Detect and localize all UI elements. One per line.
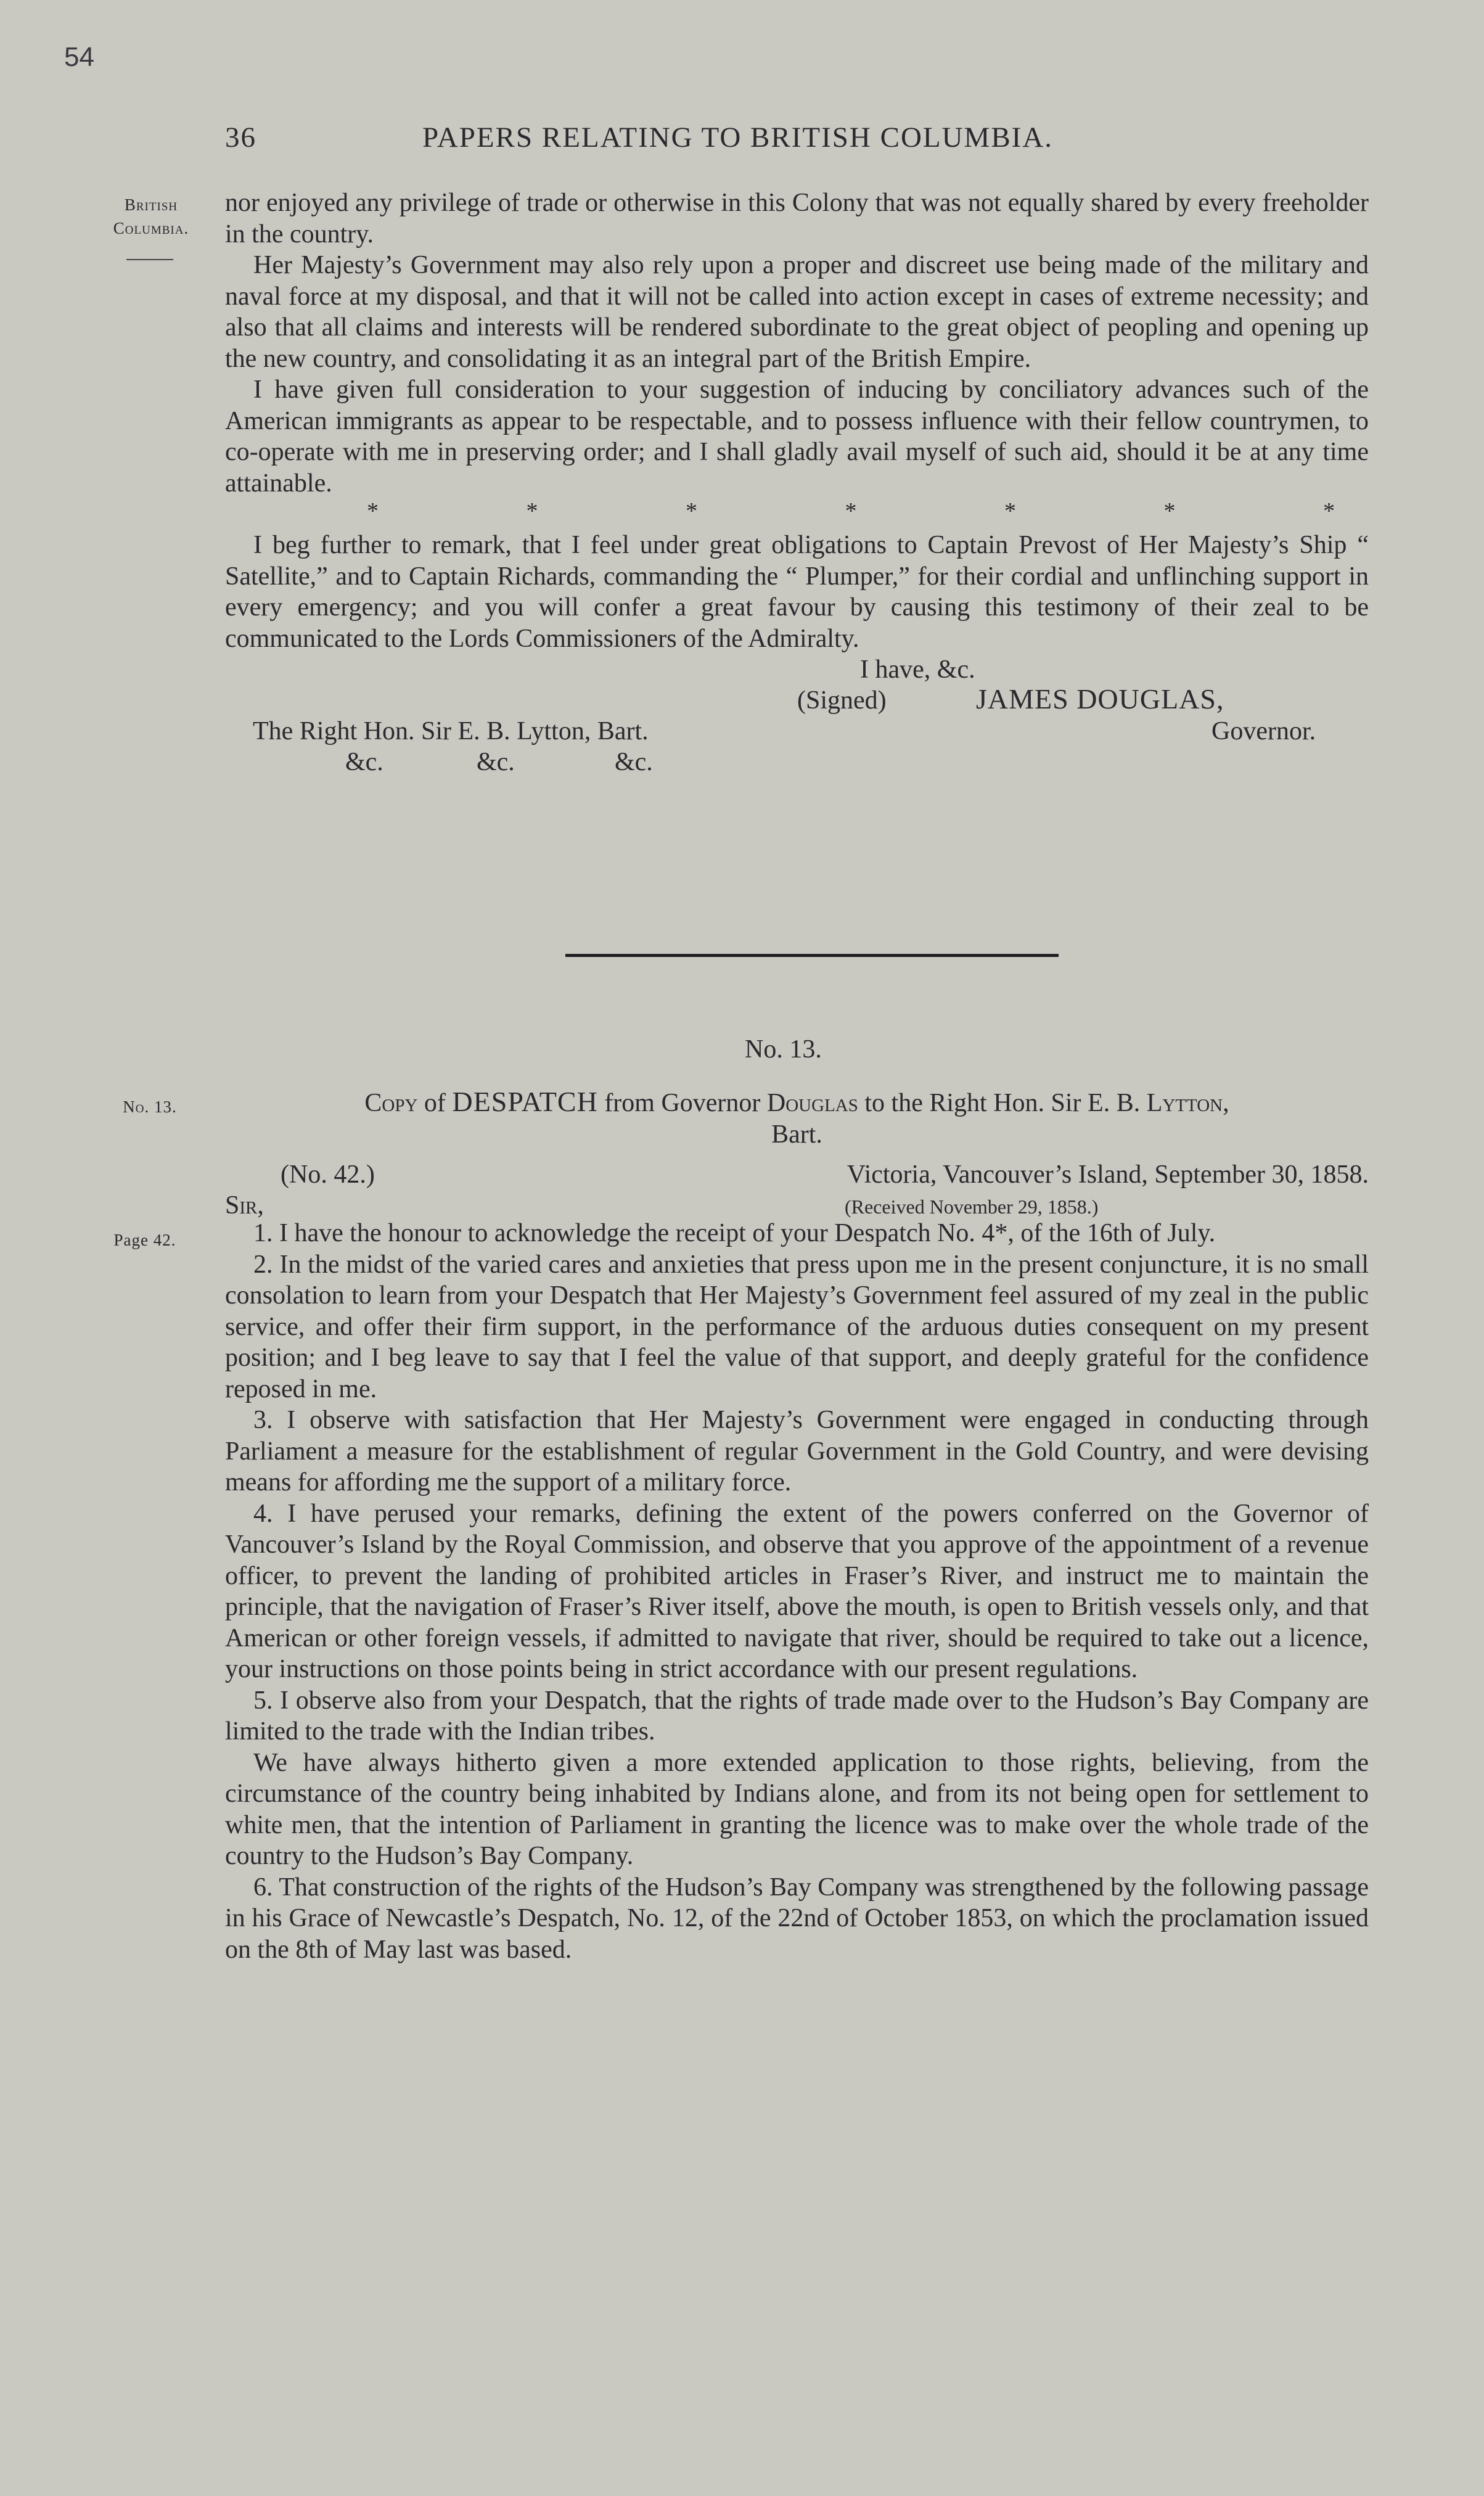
- etc: &c.: [477, 748, 515, 776]
- despatch-heading: [225, 1086, 1369, 1150]
- heading-text: from Governor: [597, 1089, 767, 1117]
- paragraph: 5. I observe also from your Despatch, that the rights of trade made over to the Hudson’s Bay Company are limited to the trade with the Indian tribes.: [225, 1686, 1369, 1746]
- etc: &c.: [615, 748, 653, 776]
- received-date: (Received November 29, 1858.): [845, 1196, 1099, 1218]
- despatch-no13: [225, 1086, 1369, 1965]
- heading-text: to the Right Hon. Sir E. B.: [858, 1089, 1147, 1117]
- star: *: [1004, 498, 1016, 524]
- running-head-title: PAPERS RELATING TO BRITISH COLUMBIA.: [422, 121, 1054, 154]
- paragraph: 1. I have the honour to acknowledge the receipt of your Despatch No. 4*, of the 16th of July.: [253, 1219, 1216, 1247]
- margin-note-colony: [92, 193, 210, 240]
- heading-text: of: [417, 1089, 453, 1117]
- salutation-line: [225, 1190, 1369, 1218]
- heading-bart: Bart.: [771, 1120, 822, 1149]
- margin-note-page-ref: Page 42.: [113, 1231, 176, 1249]
- place-date: Victoria, Vancouver’s Island, September 30, 1858.: [847, 1160, 1369, 1189]
- paragraph: I beg further to remark, that I feel under great obligations to Captain Prevost of Her Majesty’s Ship “ Satellite,” and to Captain Richards, commanding the “ Plumper,” for their cordial and unflinching support in every emergency; and you will confer a great favour by causing this testimony of their zeal to be communicated to the Lords Commissioners of the Admiralty.: [225, 531, 1369, 653]
- signature-block: [225, 654, 1369, 802]
- closing: I have, &c.: [860, 655, 975, 684]
- section-rule: [565, 954, 1059, 957]
- document-number: No. 13.: [745, 1035, 822, 1064]
- margin-divider: [126, 259, 173, 260]
- heading-sender: Douglas: [766, 1089, 858, 1117]
- letter-continuation: [225, 187, 1369, 802]
- signatory: JAMES DOUGLAS,: [976, 683, 1224, 715]
- etc: &c.: [345, 748, 383, 776]
- running-head-page-number: 36: [225, 121, 256, 154]
- paragraph: 4. I have perused your remarks, defining the extent of the powers conferred on the Governor of Vancouver’s Island by the Royal Commission, and observe that you approve of the appointment of a revenue officer, to prevent the landing of prohibited articles in Fraser’s River, and instruct me to maintain the principle, that the navigation of Fraser’s River itself, above the mouth, is open to British vessels only, and that American or other foreign vessels, if admitted to navigate that river, should be required to take out a licence, your instructions on those points being in strict accordance with our present regulations.: [225, 1499, 1369, 1683]
- heading-despatch: DESPATCH: [452, 1086, 598, 1117]
- heading-recipient: Lytton,: [1146, 1089, 1229, 1117]
- star: *: [1323, 498, 1335, 524]
- paragraph: 3. I observe with satisfaction that Her Majesty’s Government were engaged in conducting through Parliament a measure for the establishment of regular Government in the Gold Country, and were devising means for affording me the support of a military force.: [225, 1406, 1369, 1496]
- paragraph: I have given full consideration to your suggestion of inducing by conciliatory advances such of the American immigrants as appear to be respectable, and to possess influence with their fellow countrymen, to co-operate with me in preserving order; and I shall gladly avail myself of such aid, should it be at any time attainable.: [225, 376, 1369, 498]
- star: *: [526, 498, 538, 524]
- signed-label: (Signed): [797, 686, 887, 715]
- paragraph: Her Majesty’s Government may also rely upon a proper and discreet use being made of the military and naval force at my disposal, and that it will not be called into action except in cases of extreme necessity; and also that all claims and interests will be rendered subordinate to the great object of peopling and opening up the new country, and consolidating it as an integral part of the British Empire.: [225, 251, 1369, 373]
- heading-copy: Copy: [364, 1089, 418, 1117]
- paragraph: We have always hitherto given a more extended application to those rights, believing, from the circumstance of the country being inhabited by Indians alone, and from its not being open for settlement to white men, that the intention of Parliament in granting the licence was to make over the whole trade of the country to the Hudson’s Bay Company.: [225, 1748, 1369, 1870]
- margin-note-line: Columbia.: [113, 219, 189, 237]
- scan-page-number: 54: [64, 42, 94, 72]
- star: *: [845, 498, 857, 524]
- star: *: [686, 498, 697, 524]
- signatory-title: Governor.: [1211, 717, 1316, 745]
- margin-note-line: British: [124, 195, 178, 214]
- paragraph: nor enjoyed any privilege of trade or otherwise in this Colony that was not equally shared by every freeholder in the country.: [225, 189, 1369, 248]
- paragraph: 2. In the midst of the varied cares and anxieties that press upon me in the present conjuncture, it is no small consolation to learn from your Despatch that Her Majesty’s Government feel assured of my zeal in the public service, and offer their firm support, in the performance of the arduous duties consequent on my present position; and I beg leave to say that I feel the value of that support, and deeply grateful for the confidence reposed in me.: [225, 1250, 1369, 1403]
- despatch-ref: (No. 42.): [281, 1160, 375, 1189]
- paragraph: 6. That construction of the rights of the Hudson’s Bay Company was strengthened by the following passage in his Grace of Newcastle’s Despatch, No. 12, of the 22nd of October 1853, on which the proclamation issued on the 8th of May last was based.: [225, 1873, 1369, 1964]
- ellipsis-stars: [225, 499, 1369, 523]
- star: *: [1163, 498, 1176, 524]
- ref-line: [225, 1159, 1369, 1190]
- margin-note-no13: No. 13.: [123, 1098, 177, 1116]
- running-head: [225, 121, 1181, 154]
- star: *: [367, 498, 379, 524]
- addressee: The Right Hon. Sir E. B. Lytton, Bart.: [253, 717, 649, 745]
- salutation: Sir,: [225, 1191, 264, 1220]
